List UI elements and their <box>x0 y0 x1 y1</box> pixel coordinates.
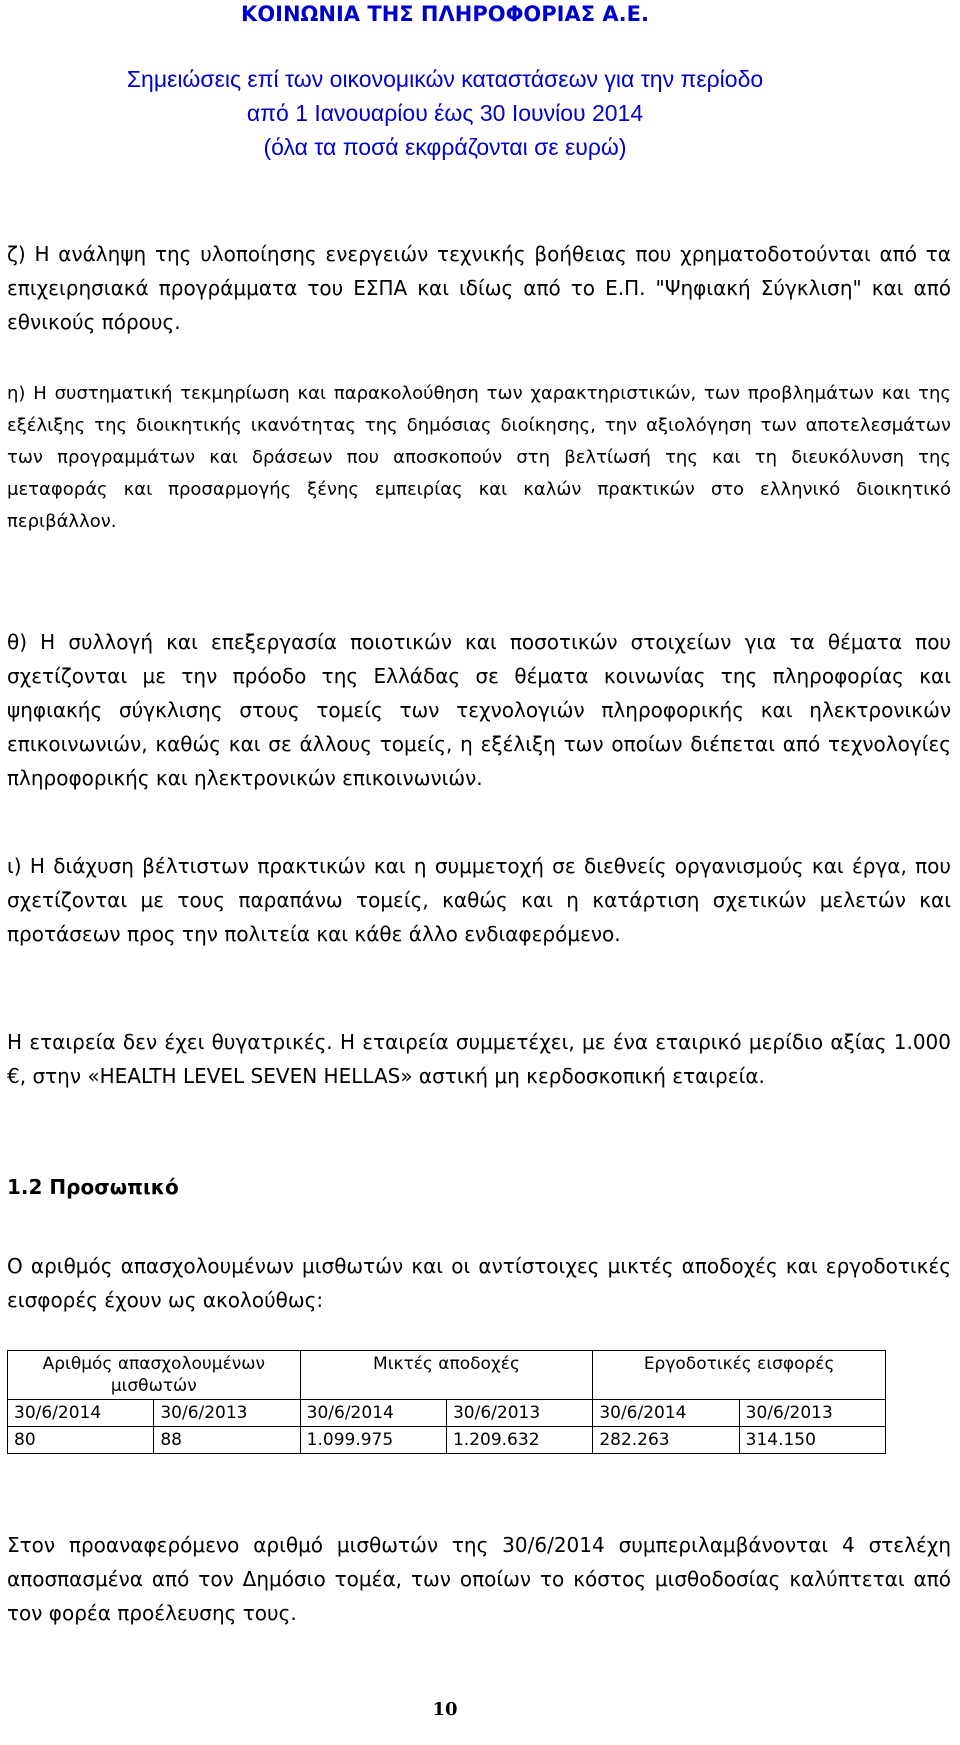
table-cell: 30/6/2013 <box>154 1400 300 1427</box>
paragraph-theta: θ) Η συλλογή και επεξεργασία ποιοτικών και ποσοτικών στοιχείων για τα θέματα που σχετίζονται με την πρόοδο της Ελλάδας σε θέματα κοινωνίας της πληροφορίας και ψηφιακής σύγκλισης στους τομείς των τεχνολογιών πληροφορικής και ηλεκτρονικών επικοινωνιών, καθώς και σε άλλους τομείς, η εξέλιξη των οποίων διέπεται από τεχνολογίες πληροφορικής και ηλεκτρονικών επικοινωνιών. <box>7 630 951 790</box>
page-number: 10 <box>432 1699 458 1720</box>
table-cell: 1.209.632 <box>446 1427 592 1454</box>
header-gross-pay: Μικτές αποδοχές <box>300 1351 593 1400</box>
table-row <box>8 1427 886 1454</box>
subtitle-line: Σημειώσεις επί των οικονομικών καταστάσεων για την περίοδο <box>126 66 764 92</box>
staff-intro: Ο αριθμός απασχολουμένων μισθωτών και οι αντίστοιχες μικτές αποδοχές και εργοδοτικές εισφορές έχουν ως ακολούθως: <box>7 1254 951 1312</box>
table-cell: 80 <box>8 1427 154 1454</box>
paragraph-subsidiary: Η εταιρεία δεν έχει θυγατρικές. Η εταιρεία συμμετέχει, με ένα εταιρικό μερίδιο αξίας 1.000 €, στην «HEALTH LEVEL SEVEN HELLAS» αστική μη κερδοσκοπική εταιρεία. <box>7 1030 951 1088</box>
staff-table <box>7 1350 886 1454</box>
paragraph-iota: ι) Η διάχυση βέλτιστων πρακτικών και η συμμετοχή σε διεθνείς οργανισμούς και έργα, που σχετίζονται με τους παραπάνω τομείς, καθώς και η κατάρτιση σχετικών μελετών και προτάσεων προς την πολιτεία και κάθε άλλο ενδιαφερόμενο. <box>7 854 951 946</box>
table-cell: 88 <box>154 1427 300 1454</box>
company-name: ΚΟΙΝΩΝΙΑ ΤΗΣ ΠΛΗΡΟΦΟΡΙΑΣ Α.Ε. <box>241 2 649 26</box>
table-cell: 30/6/2014 <box>8 1400 154 1427</box>
table-cell: 30/6/2013 <box>739 1400 885 1427</box>
subtitle-line: (όλα τα ποσά εκφράζονται σε ευρώ) <box>263 134 627 160</box>
subtitle-line: από 1 Ιανουαρίου έως 30 Ιουνίου 2014 <box>246 100 644 126</box>
table-cell: 282.263 <box>593 1427 739 1454</box>
table-date-row <box>8 1400 886 1427</box>
header-contributions: Εργοδοτικές εισφορές <box>593 1351 886 1400</box>
table-header-row <box>8 1351 886 1400</box>
staff-note: Στον προαναφερόμενο αριθμό μισθωτών της 30/6/2014 συμπεριλαμβάνονται 4 στελέχη αποσπασμένα από τον Δημόσιο τομέα, των οποίων το κόστος μισθοδοσίας καλύπτεται από τον φορέα προέλευσης τους. <box>7 1533 951 1625</box>
table-cell: 1.099.975 <box>300 1427 446 1454</box>
table-cell: 314.150 <box>739 1427 885 1454</box>
document-subtitle <box>0 62 890 164</box>
header-employees: Αριθμός απασχολουμένων μισθωτών <box>8 1351 301 1400</box>
table-cell: 30/6/2013 <box>446 1400 592 1427</box>
paragraph-eta: η) Η συστηματική τεκμηρίωση και παρακολούθηση των χαρακτηριστικών, των προβλημάτων και της εξέλιξης της διοικητικής ικανότητας της δημόσιας διοίκησης, την αξιολόγηση των αποτελεσμάτων των προγραμμάτων και δράσεων που αποσκοπούν στη βελτίωσή της και τη διευκόλυνση της μεταφοράς και προσαρμογής ξένης εμπειρίας και καλών πρακτικών στο ελληνικό διοικητικό περιβάλλον. <box>7 383 951 532</box>
table-cell: 30/6/2014 <box>593 1400 739 1427</box>
section-heading: 1.2 Προσωπικό <box>7 1175 179 1199</box>
table-cell: 30/6/2014 <box>300 1400 446 1427</box>
paragraph-z: ζ) Η ανάληψη της υλοποίησης ενεργειών τεχνικής βοήθειας που χρηματοδοτούνται από τα επιχειρησιακά προγράμματα του ΕΣΠΑ και ιδίως από το Ε.Π. "Ψηφιακή Σύγκλιση" και από εθνικούς πόρους. <box>7 242 951 334</box>
